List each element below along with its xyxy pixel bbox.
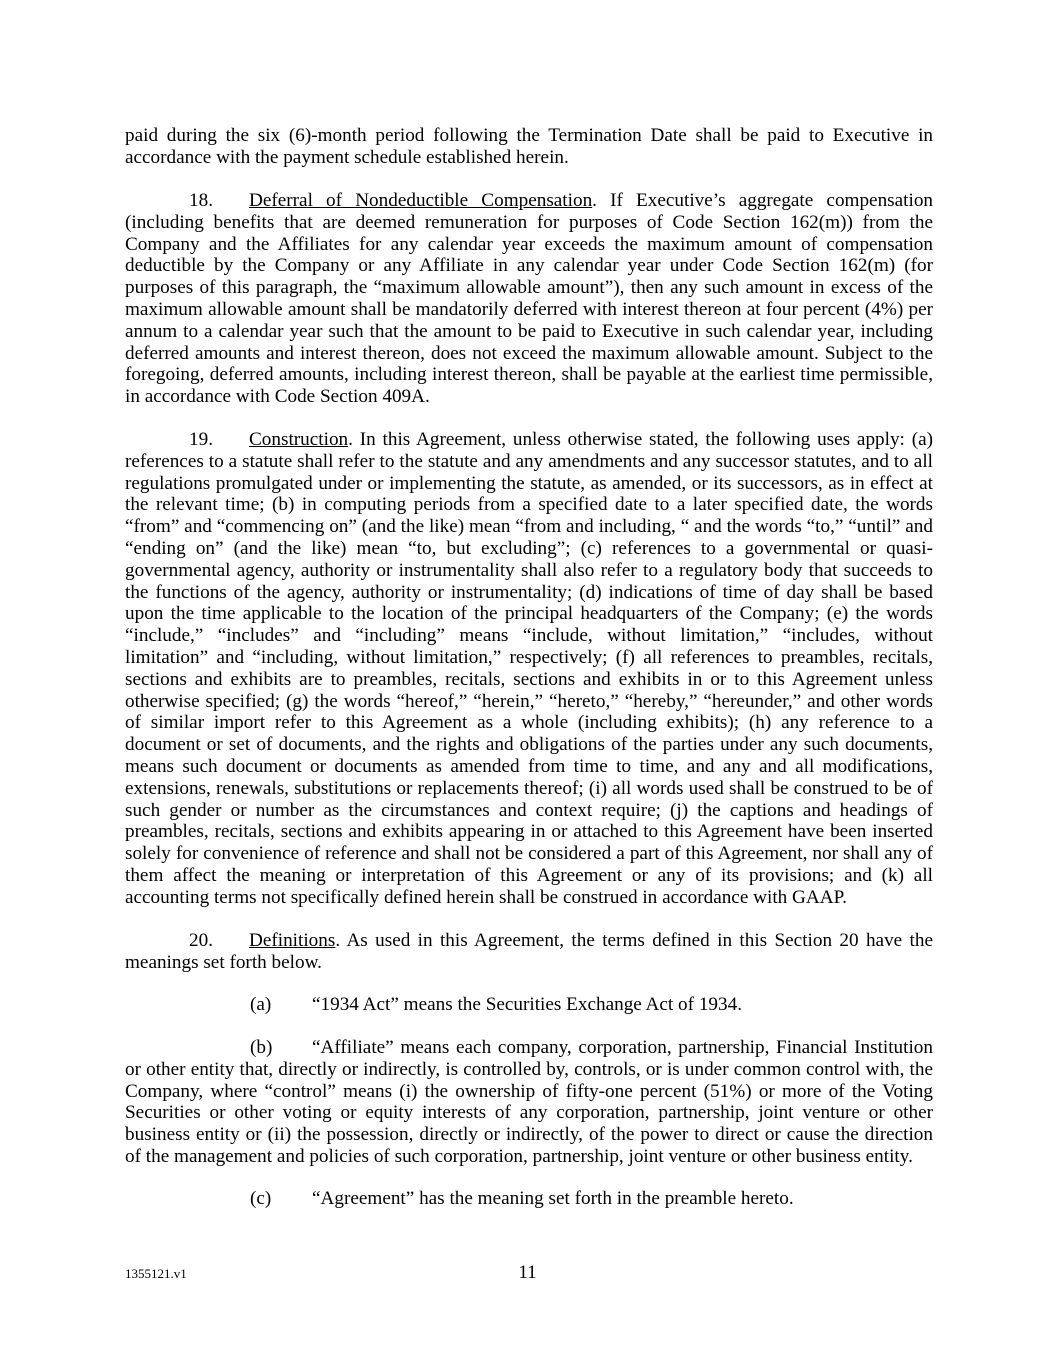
- definition-c-text: “Agreement” has the meaning set forth in the preamble hereto.: [312, 1188, 794, 1209]
- document-id: 1355121.v1: [125, 1266, 187, 1281]
- page-number: 11: [518, 1262, 537, 1283]
- section-20: [125, 930, 933, 974]
- section-19-heading: Construction: [249, 429, 349, 450]
- section-20-number: 20.: [189, 930, 213, 951]
- section-19-body: . In this Agreement, unless otherwise stated, the following uses apply: (a) references to a statute shall refer to the statute and any amendments and any successor statutes, and to all regulations promulgated under or implementing the statute, as amended, or its successors, as in effect at the relevant time; (b) in computing periods from a specified date to a later specified date, the words “from” and “commencing on” (and the like) mean “from and including, “ and the words “to,” “until” and “ending on” (and the like) mean “to, but excluding”; (c) references to a governmental or quasi-governmental agency, authority or instrumentality shall also refer to a regulatory body that succeeds to the functions of the agency, authority or instrumentality; (d) indications of time of day shall be based upon the time applicable to the location of the principal headquarters of the Company; (e) the words “include,” “includes” and “including” means “include, without limitation,” “includes, without limitation” and “including, without limitation,” respectively; (f) all references to preambles, recitals, sections and exhibits are to preambles, recitals, sections and exhibits in or to this Agreement unless otherwise specified; (g) the words “hereof,” “herein,” “hereto,” “hereby,” “hereunder,” and other words of similar import refer to this Agreement as a whole (including exhibits); (h) any reference to a document or set of documents, and the rights and obligations of the parties under any such documents, means such document or documents as amended from time to time, and any and all modifications, extensions, renewals, substitutions or replacements thereof; (i) all words used shall be construed to be of such gender or number as the circumstances and context require; (j) the captions and headings of preambles, recitals, sections and exhibits appearing in or attached to this Agreement have been inserted solely for convenience of reference and shall not be considered a part of this Agreement, nor shall any of them affect the meaning or interpretation of this Agreement or any of its provisions; and (k) all accounting terms not specifically defined herein shall be construed in accordance with GAAP.: [125, 429, 933, 908]
- definition-b: [125, 1037, 933, 1168]
- definition-b-label: (b): [250, 1037, 273, 1058]
- section-18-heading: Deferral of Nondeductible Compensation: [249, 190, 593, 211]
- definition-a: [250, 994, 940, 1016]
- definition-a-text: “1934 Act” means the Securities Exchange Act of 1934.: [312, 994, 742, 1015]
- section-20-heading: Definitions: [249, 930, 336, 951]
- definition-a-label: (a): [250, 994, 272, 1015]
- section-18-body: . If Executive’s aggregate compensation (including benefits that are deemed remuneration for purposes of Code Section 162(m)) from the Company and the Affiliates for any calendar year exceeds the maximum amount of compensation deductible by the Company or any Affiliate in any calendar year under Code Section 162(m) (for purposes of this paragraph, the “maximum allowable amount”), then any such amount in excess of the maximum allowable amount shall be mandatorily deferred with interest thereon at four percent (4%) per annum to a calendar year such that the amount to be paid to Executive in such calendar year, including deferred amounts and interest thereon, does not exceed the maximum allowable amount. Subject to the foregoing, deferred amounts, including interest thereon, shall be payable at the earliest time permissible, in accordance with Code Section 409A.: [125, 190, 934, 408]
- intro-text: paid during the six (6)-month period following the Termination Date shall be paid to Executive in accordance with the payment schedule established herein.: [125, 125, 933, 168]
- section-19-number: 19.: [189, 429, 213, 450]
- section-18-number: 18.: [189, 190, 213, 211]
- intro-paragraph: [125, 125, 933, 169]
- definition-c: [250, 1188, 940, 1210]
- section-19: [125, 429, 933, 909]
- section-18: [125, 190, 933, 408]
- definition-c-label: (c): [250, 1188, 272, 1209]
- section-20-body: . As used in this Agreement, the terms defined in this Section 20 have the meanings set forth below.: [125, 930, 933, 973]
- definition-b-text: “Affiliate” means each company, corporation, partnership, Financial Institution or other entity that, directly or indirectly, is controlled by, controls, or is under common control with, the Company, where “control” means (i) the ownership of fifty-one percent (51%) or more of the Voting Securities or other voting or equity interests of any corporation, partnership, joint venture or other business entity or (ii) the possession, directly or indirectly, of the power to direct or cause the direction of the management and policies of such corporation, partnership, joint venture or other business entity.: [125, 1037, 933, 1167]
